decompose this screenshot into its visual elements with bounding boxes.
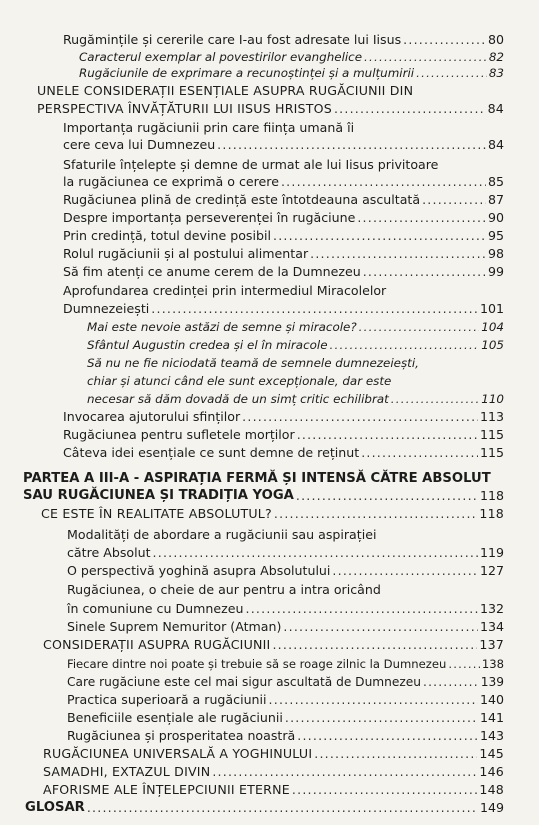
toc-entry-title: AFORISME ALE ÎNȚELEPCIUNII ETERNE (43, 782, 290, 797)
dot-leader (423, 674, 479, 690)
toc-entry-page: 99 (487, 264, 504, 279)
toc-entry-page: 134 (479, 619, 504, 634)
toc-entry-title: necesar să dăm dovadă de un simț critic echilibrat (87, 392, 389, 406)
dot-leader (416, 65, 487, 81)
dot-leader (297, 728, 478, 744)
toc-entry (0, 563, 539, 579)
toc-entry (0, 246, 539, 262)
toc-entry (0, 301, 539, 317)
dot-leader (403, 32, 486, 48)
toc-entry (0, 619, 539, 635)
toc-entry-page: 82 (488, 50, 504, 64)
dot-leader (361, 445, 478, 461)
toc-entry (0, 337, 539, 353)
toc-entry (0, 506, 539, 522)
toc-entry (0, 710, 539, 726)
dot-leader (296, 488, 478, 504)
toc-entry-title: Să nu ne fie niciodată teamă de semnele dumnezeiești, (87, 356, 419, 370)
toc-entry-title: UNELE CONSIDERAȚII ESENȚIALE ASUPRA RUGĂCIUNII DIN (37, 83, 414, 98)
toc-entry (0, 674, 539, 690)
toc-entry-title: către Absolut (67, 545, 151, 560)
toc-entry-page: 85 (487, 174, 504, 189)
toc-entry-page: 98 (487, 246, 504, 261)
toc-entry-title: Sfaturile înțelepte și demne de urmat ale lui Iisus privitoare (63, 157, 439, 172)
toc-entry-title: Care rugăciune este cel mai sigur ascultată de Dumnezeu (67, 675, 422, 689)
toc-entry (0, 210, 539, 226)
dot-leader (272, 637, 477, 653)
toc-entry-page: 149 (479, 800, 504, 815)
dot-leader (212, 764, 477, 780)
toc-entry-title: Aprofundarea credinței prin intermediul Miracolelor (63, 283, 387, 298)
toc-entry-page: 146 (479, 764, 504, 779)
toc-entry-page: 132 (479, 601, 504, 616)
toc-entry-page: 118 (479, 506, 504, 521)
toc-entry-page: 95 (487, 228, 504, 243)
dot-leader (391, 391, 480, 407)
toc-entry (0, 101, 539, 117)
dot-leader (364, 49, 487, 65)
dot-leader (314, 746, 477, 762)
toc-entry-title: Rugăciunile de exprimare a recunoștinței și a mulțumirii (79, 66, 415, 80)
toc-entry-title: CONSIDERAȚII ASUPRA RUGĂCIUNII (43, 637, 271, 652)
toc-entry (0, 488, 539, 504)
toc-entry-page: 87 (487, 192, 504, 207)
toc-entry (0, 65, 539, 81)
toc-entry-title: Rolul rugăciunii și al postului alimentar (63, 246, 309, 261)
toc-entry-page: 145 (479, 746, 504, 761)
toc-entry-page: 83 (488, 66, 504, 80)
dot-leader (448, 656, 480, 672)
toc-entry-title: Rugăciunea plină de credință este întotdeauna ascultată (63, 192, 421, 207)
dot-leader (285, 710, 478, 726)
toc-entry-page: 101 (479, 301, 504, 316)
toc-entry (0, 746, 539, 762)
toc-entry-page: 143 (479, 728, 504, 743)
dot-leader (87, 800, 478, 816)
toc-entry-title: în comuniune cu Dumnezeu (67, 601, 244, 616)
toc-entry-page: 115 (479, 445, 504, 460)
toc-entry (0, 656, 539, 672)
dot-leader (151, 301, 478, 317)
toc-entry-page: 110 (481, 392, 504, 406)
toc-entry-glossary (0, 800, 539, 816)
toc-entry (0, 391, 539, 407)
dot-leader (246, 601, 478, 617)
toc-entry-page: 113 (479, 409, 504, 424)
toc-entry-title: Rugămințile și cererile care I-au fost adresate lui Iisus (63, 32, 402, 47)
dot-leader (274, 506, 477, 522)
dot-leader (359, 319, 480, 335)
toc-entry (0, 782, 539, 798)
toc-entry (0, 692, 539, 708)
toc-entry-title: Modalități de abordare a rugăciunii sau aspirației (67, 527, 377, 542)
dot-leader (242, 409, 478, 425)
toc-entry (0, 601, 539, 617)
toc-entry-title: Prin credință, totul devine posibil (63, 228, 271, 243)
toc-entry-title: Invocarea ajutorului sfinților (63, 409, 241, 424)
toc-entry (0, 174, 539, 190)
toc-entry-title: PERSPECTIVA ÎNVĂȚĂTURII LUI IISUS HRISTOS (37, 101, 332, 116)
toc-entry-page: 104 (481, 320, 504, 334)
toc-entry-title: Rugăciunea pentru sufletele morților (63, 427, 295, 442)
toc-entry-page: 105 (481, 338, 504, 352)
toc-entry (0, 427, 539, 443)
toc-entry-title: GLOSAR (25, 800, 85, 815)
toc-entry-page: 140 (479, 692, 504, 707)
toc-entry-title: Fiecare dintre noi poate și trebuie să se roage zilnic la Dumnezeu (67, 657, 447, 671)
toc-entry (0, 319, 539, 335)
toc-entry (0, 137, 539, 153)
toc-entry-title: Să fim atenți ce anume cerem de la Dumnezeu (63, 264, 361, 279)
dot-leader (330, 337, 480, 353)
toc-entry-title: RUGĂCIUNEA UNIVERSALĂ A YOGHINULUI (43, 746, 313, 761)
toc-entry-title: Importanța rugăciunii prin care ființa umană îi (63, 120, 355, 135)
dot-leader (332, 563, 478, 579)
toc-entry-title: Rugăciunea, o cheie de aur pentru a intra oricând (67, 582, 381, 597)
toc-entry-title: O perspectivă yoghină asupra Absolutului (67, 563, 331, 578)
dot-leader (310, 246, 486, 262)
section-heading: PARTEA A III-A - ASPIRAȚIA FERMĂ ȘI INTENSĂ CĂTRE ABSOLUT (23, 471, 491, 486)
toc-entry-page: 80 (487, 32, 504, 47)
toc-entry (0, 545, 539, 561)
toc-entry-page: 118 (479, 488, 504, 503)
toc-entry-page: 127 (479, 563, 504, 578)
dot-leader (281, 174, 486, 190)
dot-leader (153, 545, 478, 561)
toc-entry-title: la rugăciunea ce exprimă o cerere (63, 174, 279, 189)
toc-entry-page: 138 (481, 657, 504, 671)
dot-leader (334, 101, 486, 117)
toc-entry-title: Rugăciunea și prosperitatea noastră (67, 728, 296, 743)
dot-leader (273, 228, 486, 244)
toc-entry-page: 90 (487, 210, 504, 225)
toc-entry (0, 192, 539, 208)
dot-leader (422, 192, 486, 208)
toc-entry (0, 49, 539, 65)
toc-entry (0, 637, 539, 653)
toc-entry (0, 228, 539, 244)
toc-entry-title: Sfântul Augustin credea și el în miracole (87, 338, 328, 352)
toc-entry (0, 409, 539, 425)
toc-entry-page: 137 (479, 637, 504, 652)
dot-leader (269, 692, 478, 708)
toc-entry-title: Dumnezeiești (63, 301, 150, 316)
toc-entry (0, 264, 539, 280)
toc-entry-title: Beneficiile esențiale ale rugăciunii (67, 710, 283, 725)
toc-entry (0, 445, 539, 461)
dot-leader (217, 137, 486, 153)
toc-entry-title: SAMADHI, EXTAZUL DIVIN (43, 764, 211, 779)
dot-leader (357, 210, 486, 226)
toc-entry (0, 32, 539, 48)
toc-entry-title: SAU RUGĂCIUNEA ȘI TRADIȚIA YOGA (23, 488, 294, 503)
dot-leader (363, 264, 486, 280)
toc-entry (0, 764, 539, 780)
toc-entry-page: 84 (487, 137, 504, 152)
dot-leader (283, 619, 478, 635)
dot-leader (297, 427, 478, 443)
toc-entry-page: 148 (479, 782, 504, 797)
toc-entry-page: 84 (487, 101, 504, 116)
toc-entry-title: Sinele Suprem Nemuritor (Atman) (67, 619, 282, 634)
toc-entry-page: 139 (480, 675, 504, 689)
toc-entry-page: 115 (479, 427, 504, 442)
toc-entry-title: Practica superioară a rugăciunii (67, 692, 267, 707)
toc-entry-title: Câteva idei esențiale ce sunt demne de reținut (63, 445, 360, 460)
toc-entry-page: 119 (479, 545, 504, 560)
toc-entry-title: Despre importanța perseverenței în rugăciune (63, 210, 356, 225)
toc-entry-title: Mai este nevoie astăzi de semne și miracole? (87, 320, 357, 334)
toc-entry-page: 141 (479, 710, 504, 725)
toc-entry (0, 728, 539, 744)
toc-entry-title: chiar și atunci când ele sunt excepționale, dar este (87, 374, 392, 388)
toc-entry-title: cere ceva lui Dumnezeu (63, 137, 216, 152)
dot-leader (292, 782, 477, 798)
toc-entry-title: Caracterul exemplar al povestirilor evanghelice (79, 50, 363, 64)
toc-entry-title: CE ESTE ÎN REALITATE ABSOLUTUL? (41, 506, 272, 521)
